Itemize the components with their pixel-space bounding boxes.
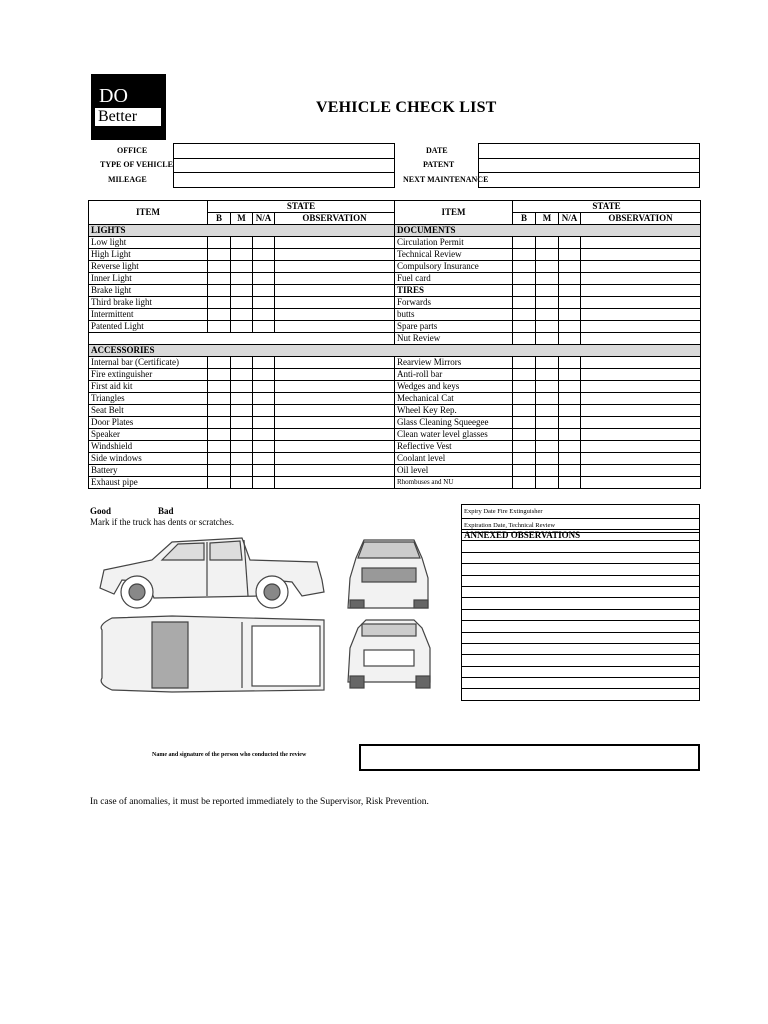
checklist-table [88, 200, 701, 489]
state-cell[interactable] [513, 309, 536, 321]
state-cell[interactable] [231, 429, 253, 441]
state-cell[interactable] [231, 441, 253, 453]
state-cell[interactable] [208, 309, 231, 321]
checklist-item: Side windows [89, 453, 208, 465]
checklist-item: Door Plates [89, 417, 208, 429]
truck-rear-view [348, 620, 430, 688]
state-cell[interactable] [275, 357, 395, 369]
state-cell[interactable] [208, 393, 231, 405]
state-header: STATE [513, 201, 701, 213]
state-cell[interactable] [559, 309, 581, 321]
footer-note: In case of anomalies, it must be reported immediately to the Supervisor, Risk Prevention. [90, 797, 429, 807]
state-cell[interactable] [559, 321, 581, 333]
state-cell[interactable] [581, 465, 701, 477]
state-cell[interactable] [581, 297, 701, 309]
b-column-header: B [513, 213, 536, 225]
state-cell[interactable] [208, 369, 231, 381]
checklist-item: Spare parts [395, 321, 513, 333]
signature-label: Name and signature of the person who conducted the review [152, 752, 307, 758]
table-row [462, 530, 700, 541]
checklist-item: butts [395, 309, 513, 321]
table-row [89, 453, 701, 465]
state-cell[interactable] [536, 465, 559, 477]
observation-line-field[interactable] [462, 643, 700, 654]
state-cell[interactable] [253, 261, 275, 273]
table-row [89, 345, 701, 357]
checklist-item: Seat Belt [89, 405, 208, 417]
annexed-line [462, 609, 700, 620]
company-logo [91, 74, 166, 140]
state-cell[interactable] [231, 321, 253, 333]
observation-line-field[interactable] [462, 598, 700, 609]
state-cell[interactable] [536, 441, 559, 453]
state-cell[interactable] [513, 321, 536, 333]
state-cell[interactable] [253, 453, 275, 465]
state-cell[interactable] [513, 453, 536, 465]
state-cell[interactable] [536, 393, 559, 405]
state-cell[interactable] [559, 465, 581, 477]
state-cell[interactable] [275, 477, 395, 489]
checklist-item: Forwards [395, 297, 513, 309]
state-cell[interactable] [581, 321, 701, 333]
observation-column-header: OBSERVATION [275, 213, 395, 225]
table-row [89, 381, 701, 393]
annexed-line [462, 541, 700, 552]
state-cell[interactable] [513, 249, 536, 261]
state-cell[interactable] [536, 453, 559, 465]
state-cell[interactable] [253, 285, 275, 297]
checklist-item: Battery [89, 465, 208, 477]
checklist-item: Anti-roll bar [395, 369, 513, 381]
state-cell[interactable] [536, 261, 559, 273]
state-cell[interactable] [581, 369, 701, 381]
state-cell[interactable] [253, 273, 275, 285]
state-cell[interactable] [581, 309, 701, 321]
date-field[interactable] [479, 144, 699, 158]
state-cell[interactable] [513, 297, 536, 309]
state-cell[interactable] [536, 249, 559, 261]
checklist-item: High Light [89, 249, 208, 261]
state-cell[interactable] [275, 417, 395, 429]
state-cell[interactable] [536, 285, 559, 297]
vehicle-type-label: TYPE OF VEHICLE [100, 160, 173, 169]
office-field[interactable] [174, 144, 394, 158]
observation-line-field[interactable] [462, 552, 700, 563]
state-cell[interactable] [208, 297, 231, 309]
state-cell[interactable] [559, 369, 581, 381]
table-row [89, 321, 701, 333]
state-cell[interactable] [559, 405, 581, 417]
annexed-line [462, 632, 700, 643]
state-cell[interactable] [253, 441, 275, 453]
state-cell[interactable] [559, 273, 581, 285]
state-cell[interactable] [536, 369, 559, 381]
checklist-item: Fuel card [395, 273, 513, 285]
state-cell[interactable] [513, 477, 536, 489]
state-cell[interactable] [231, 453, 253, 465]
state-cell[interactable] [231, 369, 253, 381]
observation-line-field[interactable] [462, 541, 700, 552]
state-cell[interactable] [275, 405, 395, 417]
checklist-item: First aid kit [89, 381, 208, 393]
checklist-item: Third brake light [89, 297, 208, 309]
checklist-item: Compulsory Insurance [395, 261, 513, 273]
state-cell[interactable] [536, 477, 559, 489]
state-cell[interactable] [536, 273, 559, 285]
bad-label: Bad [158, 506, 174, 516]
state-cell[interactable] [253, 381, 275, 393]
state-cell[interactable] [231, 309, 253, 321]
table-row [89, 393, 701, 405]
checklist-item: Mechanical Cat [395, 393, 513, 405]
checklist-item: Internal bar (Certificate) [89, 357, 208, 369]
state-cell[interactable] [253, 249, 275, 261]
state-cell[interactable] [536, 297, 559, 309]
checklist-item: Intermittent [89, 309, 208, 321]
table-row [89, 333, 701, 345]
annexed-line [462, 621, 700, 632]
state-cell[interactable] [581, 249, 701, 261]
checklist-item: Brake light [89, 285, 208, 297]
mileage-label: MILEAGE [108, 175, 147, 184]
state-cell[interactable] [275, 381, 395, 393]
annexed-line [462, 643, 700, 654]
annexed-line [462, 678, 700, 689]
state-cell[interactable] [275, 297, 395, 309]
state-cell[interactable] [275, 321, 395, 333]
state-cell[interactable] [581, 417, 701, 429]
signature-field[interactable] [359, 744, 700, 771]
state-cell[interactable] [253, 369, 275, 381]
vehicle-type-field[interactable] [174, 158, 394, 172]
annexed-line [462, 586, 700, 597]
state-cell[interactable] [559, 429, 581, 441]
checklist-item: Oil level [395, 465, 513, 477]
table-row [89, 261, 701, 273]
observation-line-field[interactable] [462, 678, 700, 689]
observation-line-field[interactable] [462, 621, 700, 632]
observation-line-field[interactable] [462, 609, 700, 620]
state-cell[interactable] [275, 429, 395, 441]
table-row [89, 225, 701, 237]
state-cell[interactable] [536, 405, 559, 417]
table-row [89, 285, 701, 297]
checklist-item: Nut Review [395, 333, 513, 345]
table-row [89, 273, 701, 285]
checklist-item: Circulation Permit [395, 237, 513, 249]
state-cell[interactable] [253, 237, 275, 249]
table-row [89, 477, 701, 489]
state-cell[interactable] [208, 405, 231, 417]
checklist-item: Technical Review [395, 249, 513, 261]
state-cell[interactable] [253, 297, 275, 309]
annexed-line [462, 655, 700, 666]
state-cell[interactable] [275, 237, 395, 249]
observation-line-field[interactable] [462, 632, 700, 643]
table-row [89, 249, 701, 261]
state-cell[interactable] [253, 429, 275, 441]
state-cell[interactable] [536, 357, 559, 369]
state-cell[interactable] [536, 237, 559, 249]
state-cell[interactable] [559, 297, 581, 309]
table-row [89, 369, 701, 381]
state-cell[interactable] [208, 285, 231, 297]
state-cell[interactable] [253, 309, 275, 321]
state-cell[interactable] [581, 429, 701, 441]
state-cell[interactable] [231, 285, 253, 297]
truck-front-view [348, 540, 428, 608]
checklist-item: Rearview Mirrors [395, 357, 513, 369]
state-cell[interactable] [559, 453, 581, 465]
item-header: ITEM [89, 201, 208, 225]
state-cell[interactable] [231, 357, 253, 369]
state-cell[interactable] [208, 417, 231, 429]
state-cell[interactable] [581, 441, 701, 453]
m-column-header: M [536, 213, 559, 225]
annexed-line [462, 666, 700, 677]
table-row [89, 417, 701, 429]
annexed-line [462, 564, 700, 575]
state-cell[interactable] [231, 261, 253, 273]
state-cell[interactable] [581, 381, 701, 393]
checklist-item: Wedges and keys [395, 381, 513, 393]
table-row [89, 441, 701, 453]
state-cell[interactable] [275, 453, 395, 465]
table-header-row [89, 201, 701, 213]
state-cell[interactable] [559, 333, 581, 345]
state-cell[interactable] [581, 477, 701, 489]
state-cell[interactable] [513, 381, 536, 393]
state-cell[interactable] [231, 393, 253, 405]
table-row [89, 429, 701, 441]
annexed-line [462, 689, 700, 700]
table-row [89, 465, 701, 477]
annexed-line [462, 575, 700, 586]
checklist-item: Reverse light [89, 261, 208, 273]
b-column-header: B [208, 213, 231, 225]
checklist-item: Rhombuses and NU [395, 477, 513, 489]
state-cell[interactable] [559, 357, 581, 369]
state-cell[interactable] [208, 465, 231, 477]
state-cell[interactable] [536, 417, 559, 429]
state-cell[interactable] [253, 357, 275, 369]
item-header: ITEM [395, 201, 513, 225]
checklist-item: Patented Light [89, 321, 208, 333]
truck-top-view [101, 616, 324, 692]
observation-line-field[interactable] [462, 564, 700, 575]
state-cell[interactable] [208, 321, 231, 333]
dents-instruction: Mark if the truck has dents or scratches. [90, 517, 234, 527]
table-row [89, 357, 701, 369]
fire-extinguisher-expiry[interactable]: Expiry Date Fire Extinguisher [462, 505, 700, 519]
state-cell[interactable] [231, 417, 253, 429]
state-cell[interactable] [581, 393, 701, 405]
checklist-item: Clean water level glasses [395, 429, 513, 441]
table-row [89, 237, 701, 249]
state-cell[interactable] [231, 237, 253, 249]
state-cell[interactable] [231, 249, 253, 261]
m-column-header: M [231, 213, 253, 225]
truck-side-view [100, 538, 324, 608]
checklist-item: Speaker [89, 429, 208, 441]
checklist-item: Fire extinguisher [89, 369, 208, 381]
state-cell[interactable] [559, 381, 581, 393]
table-row [89, 405, 701, 417]
state-cell[interactable] [275, 441, 395, 453]
annexed-line [462, 552, 700, 563]
state-cell[interactable] [581, 285, 701, 297]
state-cell[interactable] [231, 477, 253, 489]
state-cell[interactable] [559, 441, 581, 453]
state-cell[interactable] [208, 381, 231, 393]
state-cell[interactable] [559, 417, 581, 429]
technical-review-expiry[interactable]: Expiration Date, Technical Review [462, 519, 700, 533]
state-cell[interactable] [208, 261, 231, 273]
state-cell[interactable] [253, 393, 275, 405]
state-cell[interactable] [513, 465, 536, 477]
table-row [89, 297, 701, 309]
state-cell[interactable] [253, 465, 275, 477]
document-title: VEHICLE CHECK LIST [316, 99, 497, 116]
checklist-item: Coolant level [395, 453, 513, 465]
state-cell[interactable] [208, 249, 231, 261]
state-cell[interactable] [275, 465, 395, 477]
checklist-item: Inner Light [89, 273, 208, 285]
checklist-item: Windshield [89, 441, 208, 453]
patent-field[interactable] [479, 158, 699, 172]
state-cell[interactable] [231, 405, 253, 417]
state-cell[interactable] [231, 465, 253, 477]
office-label: OFFICE [117, 146, 148, 155]
state-cell[interactable] [231, 381, 253, 393]
annexed-observations-header: ANNEXED OBSERVATIONS [462, 530, 700, 541]
state-cell[interactable] [513, 285, 536, 297]
checklist-item: Low light [89, 237, 208, 249]
observation-line-field[interactable] [462, 575, 700, 586]
state-cell[interactable] [275, 393, 395, 405]
state-cell[interactable] [513, 333, 536, 345]
state-cell[interactable] [208, 273, 231, 285]
state-cell[interactable] [513, 441, 536, 453]
state-cell[interactable] [536, 309, 559, 321]
mileage-field[interactable] [174, 172, 394, 187]
state-cell[interactable] [581, 261, 701, 273]
na-column-header: N/A [559, 213, 581, 225]
section-header: TIRES [395, 285, 513, 297]
state-cell[interactable] [581, 273, 701, 285]
state-cell[interactable] [231, 273, 253, 285]
state-cell[interactable] [536, 333, 559, 345]
state-cell[interactable] [513, 237, 536, 249]
state-cell[interactable] [559, 237, 581, 249]
section-header: DOCUMENTS [395, 225, 701, 237]
observation-line-field[interactable] [462, 689, 700, 700]
empty-cell [89, 333, 395, 345]
next-maintenance-field[interactable] [479, 172, 699, 187]
observation-line-field[interactable] [462, 586, 700, 597]
observation-line-field[interactable] [462, 666, 700, 677]
state-cell[interactable] [513, 273, 536, 285]
state-cell[interactable] [581, 237, 701, 249]
state-cell[interactable] [253, 417, 275, 429]
state-cell[interactable] [536, 381, 559, 393]
observation-line-field[interactable] [462, 655, 700, 666]
vehicle-damage-diagram[interactable] [92, 530, 437, 705]
state-cell[interactable] [253, 321, 275, 333]
state-cell[interactable] [275, 285, 395, 297]
state-cell[interactable] [208, 441, 231, 453]
state-cell[interactable] [208, 477, 231, 489]
state-cell[interactable] [253, 477, 275, 489]
checklist-item: Triangles [89, 393, 208, 405]
state-cell[interactable] [208, 357, 231, 369]
next-maintenance-label: NEXT MAINTENANCE [403, 175, 489, 184]
state-cell[interactable] [581, 357, 701, 369]
state-cell[interactable] [253, 405, 275, 417]
state-cell[interactable] [559, 249, 581, 261]
logo-text-line2: Better [95, 108, 161, 126]
state-cell[interactable] [275, 369, 395, 381]
state-cell[interactable] [275, 249, 395, 261]
annexed-line [462, 598, 700, 609]
checklist-item: Reflective Vest [395, 441, 513, 453]
state-header: STATE [208, 201, 395, 213]
section-header: ACCESSORIES [89, 345, 701, 357]
checklist-item: Glass Cleaning Squeegee [395, 417, 513, 429]
state-cell[interactable] [559, 261, 581, 273]
state-cell[interactable] [208, 429, 231, 441]
annexed-observations-table [461, 529, 700, 701]
state-cell[interactable] [536, 429, 559, 441]
state-cell[interactable] [231, 297, 253, 309]
state-cell[interactable] [513, 405, 536, 417]
date-label: DATE [426, 146, 448, 155]
state-cell[interactable] [275, 261, 395, 273]
state-cell[interactable] [559, 477, 581, 489]
state-cell[interactable] [275, 273, 395, 285]
state-cell[interactable] [513, 369, 536, 381]
state-cell[interactable] [581, 453, 701, 465]
state-cell[interactable] [275, 309, 395, 321]
state-cell[interactable] [559, 285, 581, 297]
state-cell[interactable] [513, 261, 536, 273]
state-cell[interactable] [208, 453, 231, 465]
state-cell[interactable] [513, 357, 536, 369]
state-cell[interactable] [513, 417, 536, 429]
section-header: LIGHTS [89, 225, 395, 237]
checklist-item: Wheel Key Rep. [395, 405, 513, 417]
state-cell[interactable] [208, 237, 231, 249]
observation-column-header: OBSERVATION [581, 213, 701, 225]
table-row [89, 309, 701, 321]
logo-text-line1: DO [99, 85, 128, 107]
state-cell[interactable] [581, 333, 701, 345]
na-column-header: N/A [253, 213, 275, 225]
state-cell[interactable] [581, 405, 701, 417]
patent-label: PATENT [423, 160, 455, 169]
state-cell[interactable] [513, 393, 536, 405]
checklist-item: Exhaust pipe [89, 477, 208, 489]
good-label: Good [90, 506, 112, 516]
state-cell[interactable] [559, 393, 581, 405]
state-cell[interactable] [536, 321, 559, 333]
state-cell[interactable] [513, 429, 536, 441]
